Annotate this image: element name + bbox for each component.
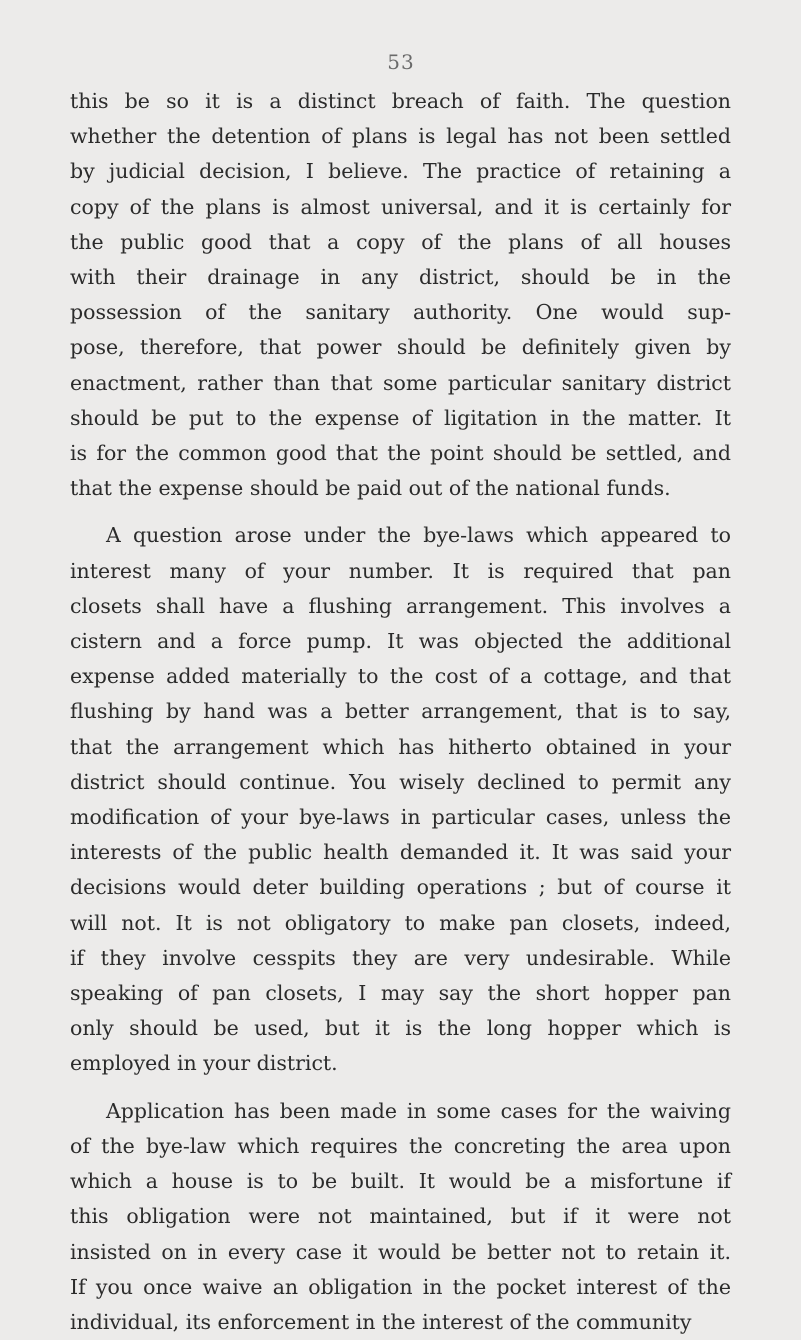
text-line: A question arose under the bye-laws which appeared to	[106, 523, 731, 548]
text-line: flushing by hand was a better arrangement, that is to say,	[70, 699, 731, 724]
text-line: the public good that a copy of the plans of all houses	[70, 229, 731, 254]
text-line: expense added materially to the cost of a cottage, and that	[70, 664, 731, 689]
text-line: modification of your bye-laws in particular cases, unless the	[70, 805, 731, 830]
text-line: with their drainage in any district, should be in the	[70, 265, 731, 290]
text-line: by judicial decision, I believe. The practice of retaining a	[70, 159, 731, 184]
text-line: cistern and a force pump. It was objected the additional	[70, 629, 731, 654]
text-line: insisted on in every case it would be better not to retain it.	[70, 1239, 731, 1264]
text-line: possession of the sanitary authority. One would sup-	[70, 300, 731, 325]
text-body	[70, 84, 731, 1340]
paragraph-pan-closets	[70, 518, 731, 1081]
paragraph-concreting-bye-law	[70, 1094, 731, 1340]
text-line: pose, therefore, that power should be definitely given by	[70, 335, 731, 360]
text-line: that the arrangement which has hitherto obtained in your	[70, 734, 731, 759]
text-line: closets shall have a flushing arrangement. This involves a	[70, 593, 731, 618]
text-line: individual, its enforcement in the interest of the community	[70, 1309, 692, 1334]
text-line: will not. It is not obligatory to make pan closets, indeed,	[70, 910, 731, 935]
page-number: 53	[387, 50, 415, 74]
text-line: employed in your district.	[70, 1051, 338, 1076]
text-line: copy of the plans is almost universal, and it is certainly for	[70, 194, 731, 219]
text-line: interest many of your number. It is required that pan	[70, 558, 731, 583]
text-line: speaking of pan closets, I may say the short hopper pan	[70, 981, 731, 1006]
paragraph-detention-of-plans	[70, 84, 731, 506]
text-line: If you once waive an obligation in the pocket interest of the	[70, 1274, 731, 1299]
text-line: if they involve cesspits they are very undesirable. While	[70, 945, 731, 970]
text-line: is for the common good that the point should be settled, and	[70, 441, 731, 466]
text-line: enactment, rather than that some particular sanitary district	[70, 370, 731, 395]
text-line: Application has been made in some cases for the waiving	[106, 1098, 731, 1123]
text-line: only should be used, but it is the long hopper which is	[70, 1016, 731, 1041]
text-line: decisions would deter building operations ; but of course it	[70, 875, 731, 900]
text-line: which a house is to be built. It would be a misfortune if	[70, 1169, 731, 1194]
text-line: should be put to the expense of ligitation in the matter. It	[70, 405, 731, 430]
text-line: this obligation were not maintained, but if it were not	[70, 1204, 731, 1229]
text-line: whether the detention of plans is legal has not been settled	[70, 124, 731, 149]
text-line: of the bye-law which requires the concreting the area upon	[70, 1133, 731, 1158]
text-line: interests of the public health demanded it. It was said your	[70, 840, 731, 865]
text-line: district should continue. You wisely declined to permit any	[70, 769, 731, 794]
text-line: this be so it is a distinct breach of faith. The question	[70, 89, 731, 113]
text-line: that the expense should be paid out of the national funds.	[70, 476, 671, 501]
